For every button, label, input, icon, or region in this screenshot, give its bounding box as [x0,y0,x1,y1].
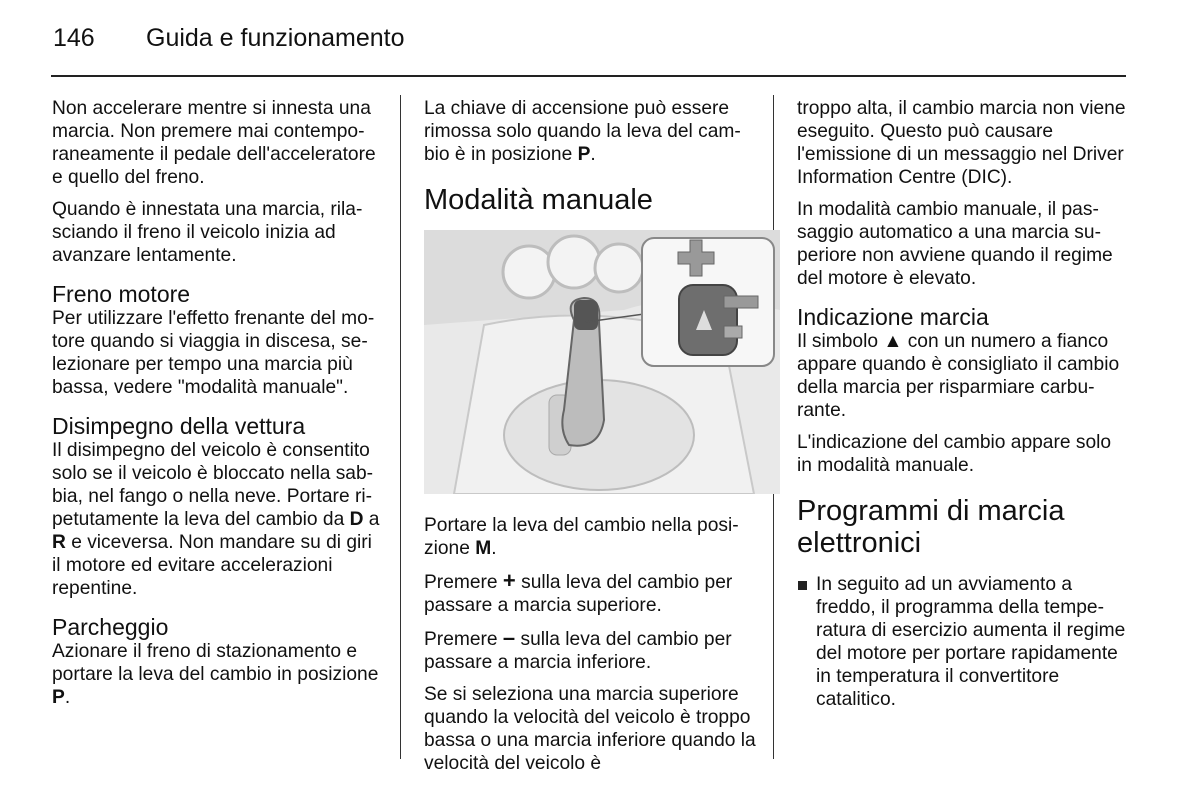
gear-letter-m: M [475,538,492,559]
section-heading-freno-motore: Freno motore [52,281,191,307]
gear-letter-p: P [577,144,591,165]
column-2 [424,97,756,784]
gear-lever-illustration [424,230,780,494]
text: a [363,509,380,530]
text: Portare la leva del cambio nella posizione [424,515,739,559]
text: Azionare il freno di stazionamento e portare la leva del cambio in posizione [52,641,379,685]
chapter-title: Guida e funzionamento [146,24,405,52]
plus-icon: + [502,568,516,593]
text: . [64,687,71,708]
text: e viceversa. Non mandare su di giri il motore ed evitare accelerazioni repentine. [52,532,372,599]
section-heading-modalita-manuale: Modalità manuale [424,184,653,216]
text: Premere [424,572,503,593]
gear-letter-p: P [52,687,65,708]
paragraph: In modalità cambio manuale, il passaggio automatico a una marcia superiore non avviene quando il regime del motore è elevato. [797,199,1113,289]
column-divider-1 [400,95,401,759]
page-number: 146 [53,24,95,52]
minus-icon: – [502,625,516,650]
paragraph: Non accelerare mentre si innesta una marcia. Non premere mai contemporaneamente il pedale dell'acceleratore e quello del freno. [52,98,376,188]
column-1 [52,97,382,718]
paragraph [424,626,756,674]
paragraph [52,439,382,600]
paragraph: Quando è innestata una marcia, rilasciando il freno il veicolo inizia ad avanzare lentamente. [52,199,363,266]
text: . [491,538,497,559]
text: La chiave di accensione può essere rimossa solo quando la leva del cambio è in posizione [424,98,741,165]
column-3 [797,97,1129,711]
gear-letter-r: R [52,532,66,553]
paragraph [52,640,382,709]
bullet-list [797,573,1129,711]
paragraph: Il simbolo ▲ con un numero a fianco appare quando è consigliato il cambio della marcia per risparmiare carburante. [797,331,1120,421]
header-rule [51,75,1126,77]
text: Il disimpegno del veicolo è consentito solo se il veicolo è bloccato nella sabbia, nel fango o nella neve. Portare ripetutamente la leva del cambio da [52,440,374,530]
section-heading-programmi-marcia: Programmi di marcia elettronici [797,495,1065,559]
text: sulla leva del cambio per passare a marcia superiore. [424,572,733,616]
paragraph: Se si seleziona una marcia superiore quando la velocità del veicolo è troppo bassa o una marcia inferiore quando la velocità del veicolo è [424,684,756,774]
paragraph [424,97,756,166]
section-heading-disimpegno: Disimpegno della vettura [52,413,306,439]
paragraph [424,569,756,617]
paragraph: L'indicazione del cambio appare solo in modalità manuale. [797,432,1112,476]
text: . [590,144,596,165]
gear-letter-d: D [349,509,364,530]
paragraph [424,514,756,560]
text: Premere [424,629,503,650]
list-item: In seguito ad un avviamento a freddo, il programma della temperatura di esercizio aumenta il regime del motore per portare rapidamente in temperatura il convertitore catalitico. [797,573,1129,711]
section-heading-parcheggio: Parcheggio [52,614,169,640]
section-heading-indicazione-marcia: Indicazione marcia [797,304,989,330]
paragraph: troppo alta, il cambio marcia non viene eseguito. Questo può causare l'emissione di un messaggio nel Driver Information Centre (DIC). [797,98,1126,188]
paragraph: Per utilizzare l'effetto frenante del motore quando si viaggia in discesa, selezionare per tempo una marcia più bassa, vedere "modalità manuale". [52,308,375,398]
text: sulla leva del cambio per passare a marcia inferiore. [424,629,732,673]
